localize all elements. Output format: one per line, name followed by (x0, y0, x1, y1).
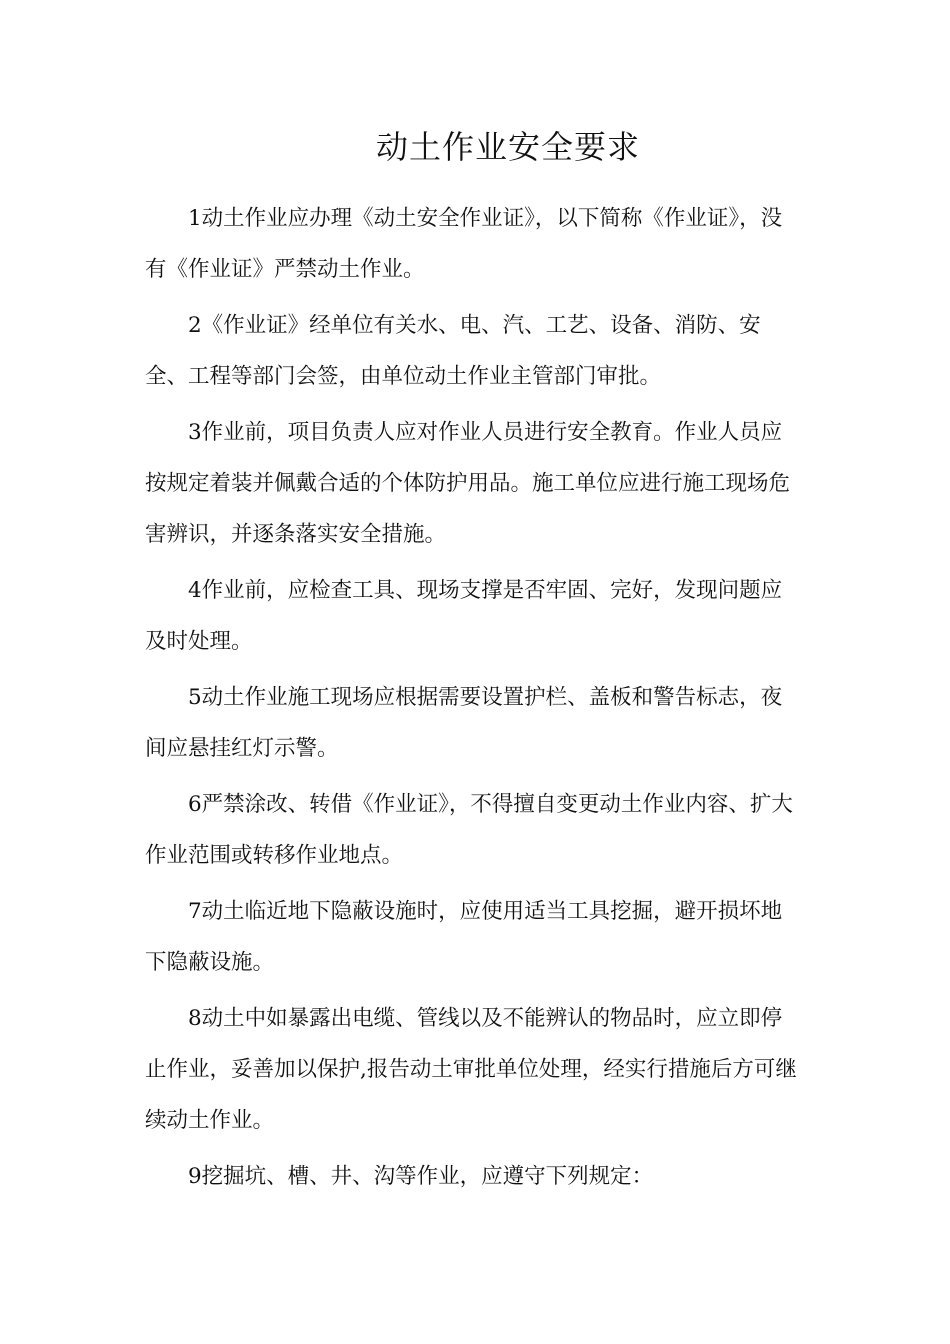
document-body (145, 193, 800, 1207)
paragraph-5: 5动土作业施工现场应根据需要设置护栏、盖板和警告标志，夜间应悬挂红灯示警。 (145, 685, 783, 761)
paragraph-3: 3作业前，项目负责人应对作业人员进行安全教育。作业人员应按规定着装并佩戴合适的个体防护用品。施工单位应进行施工现场危害辨识，并逐条落实安全措施。 (145, 420, 791, 547)
paragraph-9: 9挖掘坑、槽、井、沟等作业，应遵守下列规定： (188, 1164, 654, 1189)
paragraph-2: 2《作业证》经单位有关水、电、汽、工艺、设备、消防、安全、工程等部门会签，由单位动土作业主管部门审批。 (145, 313, 761, 389)
paragraph-6: 6严禁涂改、转借《作业证》，不得擅自变更动土作业内容、扩大作业范围或转移作业地点。 (145, 792, 793, 868)
paragraph-1: 1动土作业应办理《动土安全作业证》，以下简称《作业证》，没有《作业证》严禁动土作业。 (145, 206, 783, 282)
paragraph-8: 8动土中如暴露出电缆、管线以及不能辨认的物品时，应立即停止作业，妥善加以保护,报告动土审批单位处理，经实行措施后方可继续动土作业。 (145, 1006, 797, 1133)
document-title: 动土作业安全要求 (375, 128, 640, 166)
paragraph-7: 7动土临近地下隐蔽设施时，应使用适当工具挖掘，避开损坏地下隐蔽设施。 (145, 899, 783, 975)
paragraph-4: 4作业前，应检查工具、现场支撑是否牢固、完好，发现问题应及时处理。 (145, 578, 783, 654)
